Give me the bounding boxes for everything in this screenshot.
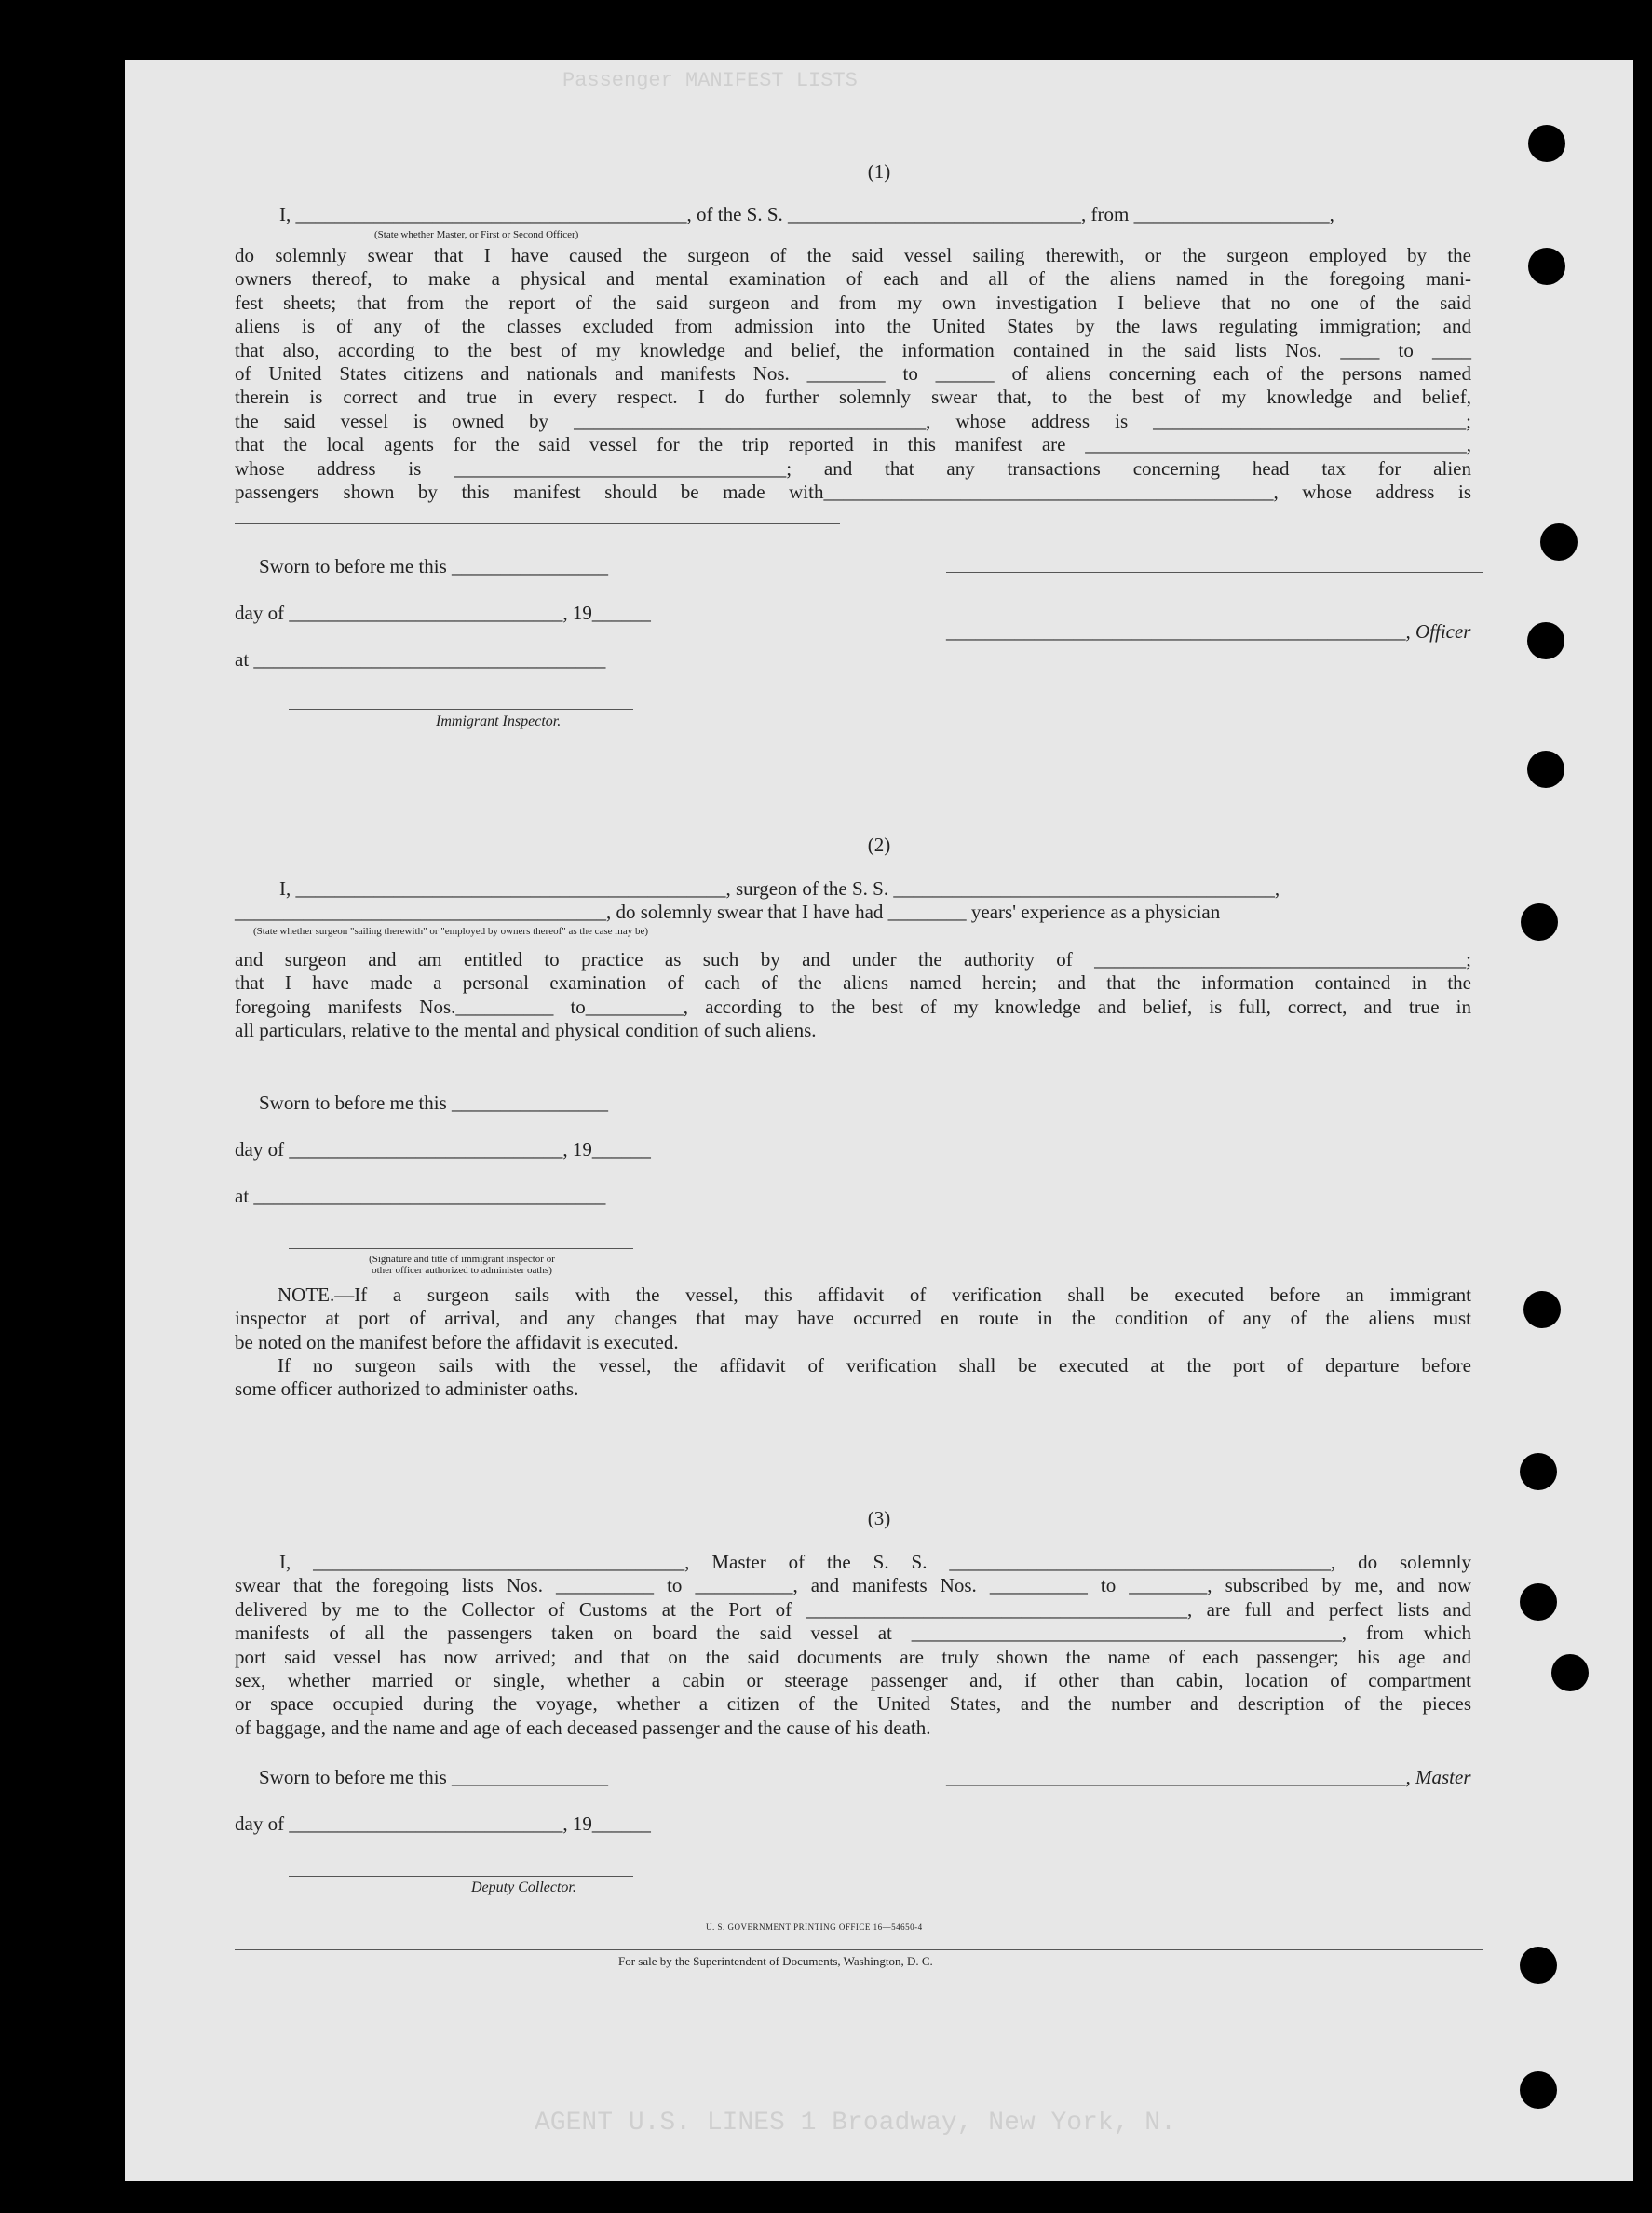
section-2-inspector-line [289, 1248, 633, 1249]
section-2-day: day of ____________________________, 19______ [235, 1138, 651, 1161]
section-3-number: (3) [867, 1507, 891, 1529]
section-2-note: NOTE.—If a surgeon sails with the vessel, this affidavit of verification shall be executed before an immigrant inspector at port of arrival, and any changes that may have occurred en route in the condition of any of the aliens must be noted on the manifest before the affidavit is executed. [235, 1283, 1471, 1353]
section-1-oath-text: do solemnly swear that I have caused the surgeon of the said vessel sailing therewith, or the surgeon employed by the owners thereof, to make a physical and mental examination of each and all of the aliens named in the foregoing mani- fest sheets; that from the report of the said surgeon and from my own investigation I believe that no one of the said aliens is of any of the classes excluded from admission into the United States by the laws regulating immigration; and that also, according to the best of my knowledge and belief, the information contained in the said lists Nos. ____ to ____ of United States citizens and nationals and manifests Nos. ________ to ______ of aliens concerning each of the persons named therein is correct and true in every respect. I do further solemnly swear that, to the best of my knowledge and belief, the said vessel is owned by ____________________________________, whose address is ________________________________; that the local agents for the said vessel for the trip reported in this manifest are _______________________________________, whose address is __________________________________; and that any transactions concerning head tax for alien passengers shown by this manifest should be made with______________________________________________, whose address is [235, 244, 1471, 504]
section-3-collector-line [289, 1876, 633, 1877]
document-page [125, 60, 1633, 2181]
punch-hole-8 [1520, 1453, 1557, 1490]
section-2-surgeon-hint: (State whether surgeon "sailing therewith" or "employed by owners thereof" as the case may be) [253, 926, 649, 937]
section-1-sworn: Sworn to before me this ________________ [259, 555, 609, 577]
section-1-inspector-line [289, 709, 633, 710]
section-1-address-line [235, 523, 840, 524]
punch-hole-6 [1521, 903, 1558, 941]
section-2-note-2: If no surgeon sails with the vessel, the affidavit of verification shall be executed at the port of departure before some officer authorized to administer oaths. [235, 1354, 1471, 1401]
punch-hole-1 [1528, 125, 1565, 162]
section-1-officer-line: I, ________________________________________, of the S. S. ______________________________, from ____________________, [279, 203, 1334, 225]
section-3-sworn: Sworn to before me this ________________ [259, 1766, 609, 1788]
section-1-officer-signature: _______________________________________________, Officer [946, 620, 1471, 643]
section-2-signature-line [942, 1106, 1479, 1107]
punch-hole-4 [1527, 622, 1564, 659]
punch-hole-9 [1520, 1583, 1557, 1621]
sale-notice: For sale by the Superintendent of Documents, Washington, D. C. [618, 1954, 933, 1968]
bleed-through-stamp: AGENT U.S. LINES 1 Broadway, New York, N. [535, 2109, 1176, 2138]
punch-hole-2 [1528, 248, 1565, 285]
section-2-experience-line: ______________________________________, do solemnly swear that I have had ________ years' experience as a physician [235, 901, 1221, 923]
section-2-at: at ____________________________________ [235, 1185, 606, 1207]
section-1-signature-line [946, 572, 1483, 573]
punch-hole-11 [1520, 1947, 1557, 1984]
punch-hole-12 [1520, 2071, 1557, 2109]
gpo-imprint: U. S. GOVERNMENT PRINTING OFFICE 16—54650-4 [706, 1922, 923, 1932]
section-1-number: (1) [867, 160, 891, 183]
section-2-sig-hint-2: other officer authorized to administer oaths) [372, 1265, 552, 1276]
section-1-at: at ____________________________________ [235, 648, 606, 671]
footer-rule [235, 1949, 1483, 1950]
section-3-master-signature: _______________________________________________, Master [946, 1766, 1471, 1788]
punch-hole-10 [1551, 1654, 1589, 1691]
section-2-oath-text: and surgeon and am entitled to practice as such by and under the authority of ______________________________________; that I have made a personal examination of each of the aliens named herein; and that the information contained in the foregoing manifests Nos.__________ to__________, according to the best of my knowledge and belief, is full, correct, and true in all particulars, relative to the mental and physical condition of such aliens. [235, 948, 1471, 1042]
section-2-surgeon-line: I, ____________________________________________, surgeon of the S. S. _______________________________________, [279, 877, 1280, 900]
section-2-number: (2) [867, 834, 891, 856]
section-2-sworn: Sworn to before me this ________________ [259, 1092, 609, 1114]
section-1-inspector-title: Immigrant Inspector. [436, 713, 562, 729]
section-3-day: day of ____________________________, 19______ [235, 1812, 651, 1835]
punch-hole-7 [1523, 1291, 1561, 1328]
punch-hole-3 [1540, 523, 1578, 561]
bleed-through-header: Passenger MANIFEST LISTS [562, 69, 858, 92]
section-2-sig-hint-1: (Signature and title of immigrant inspector or [369, 1254, 555, 1265]
section-3-collector-title: Deputy Collector. [471, 1880, 576, 1895]
section-3-oath-text: I, ______________________________________, Master of the S. S. _______________________________________, do solemnly swear that the foregoing lists Nos. __________ to __________, and manifests Nos. __________ to ________, subscribed by me, and now delivered by me to the Collector of Customs at the Port of _______________________________________, are full and perfect lists and manifests of all the passengers taken on board the said vessel at ____________________________________________, from which port said vessel has now arrived; and that on the said documents are truly shown the name of each passenger; his age and sex, whether married or single, whether a cabin or steerage passenger and, if other than cabin, location of compartment or space occupied during the voyage, whether a citizen of the United States, and the number and description of the pieces of baggage, and the name and age of each deceased passenger and the cause of his death. [235, 1551, 1471, 1739]
section-1-day: day of ____________________________, 19______ [235, 602, 651, 624]
punch-hole-5 [1527, 751, 1564, 788]
section-1-officer-hint: (State whether Master, or First or Second Officer) [374, 229, 579, 240]
